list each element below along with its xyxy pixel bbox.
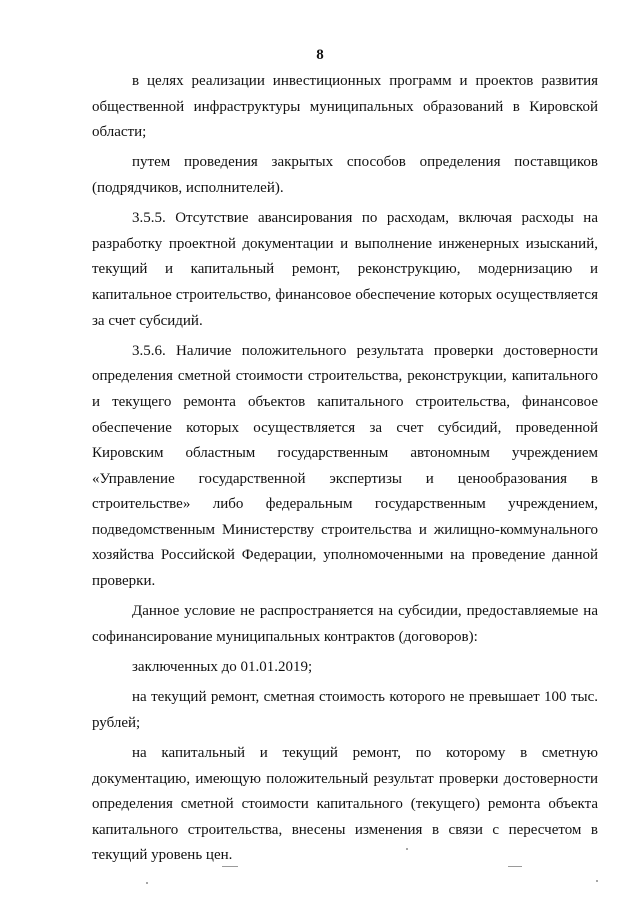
scan-artifact <box>222 866 238 867</box>
paragraph-exception-intro: Данное условие не распространяется на субсидии, предоставляемые на софинансирование муниципальных контрактов (договоров): <box>92 603 598 645</box>
paragraph-repair-price-recalculation: на капитальный и текущий ремонт, по которому в сметную документацию, имеющую положительный результат проверки достоверности определения сметной стоимости капитального (текущего) ремонта объекта капитального строительства, внесены изменения в связи с пересчетом в текущий уровень цен. <box>92 745 598 864</box>
paragraph-3-5-6: 3.5.6. Наличие положительного результата проверки достоверности определения сметной стоимости строительства, реконструкции, капитального и текущего ремонта объектов капитального строительства, финансовое обеспечение которых осуществляется за счет субсидий, проведенной Кировским областным государственным автономным учреждением «Управление государственной экспертизы и ценообразования в строительстве» либо федеральным государственным учреждением, подведомственным Министерству строительства и жилищно-коммунального хозяйства Российской Федерации, уполномоченными на проведение данной проверки. <box>92 342 598 590</box>
scan-artifact <box>508 866 522 867</box>
scan-artifact <box>406 848 408 850</box>
document-body <box>92 69 598 869</box>
paragraph-investment-goals: в целях реализации инвестиционных программ и проектов развития общественной инфраструктуры муниципальных образований в Кировской области; <box>92 73 598 141</box>
paragraph-closed-procurement: путем проведения закрытых способов определения поставщиков (подрядчиков, исполнителей). <box>92 154 598 196</box>
scan-artifact <box>596 880 598 882</box>
paragraph-contracts-before-2019: заключенных до 01.01.2019; <box>132 659 313 676</box>
page-number: 8 <box>316 47 324 63</box>
paragraph-3-5-5: 3.5.5. Отсутствие авансирования по расходам, включая расходы на разработку проектной документации и выполнение инженерных изысканий, текущий и капитальный ремонт, реконструкцию, модернизацию и капитальное строительство, финансовое обеспечение которых осуществляется за счет субсидий. <box>92 210 598 329</box>
scan-artifact <box>146 882 148 884</box>
paragraph-current-repair-limit: на текущий ремонт, сметная стоимость которого не превышает 100 тыс. рублей; <box>92 689 598 731</box>
